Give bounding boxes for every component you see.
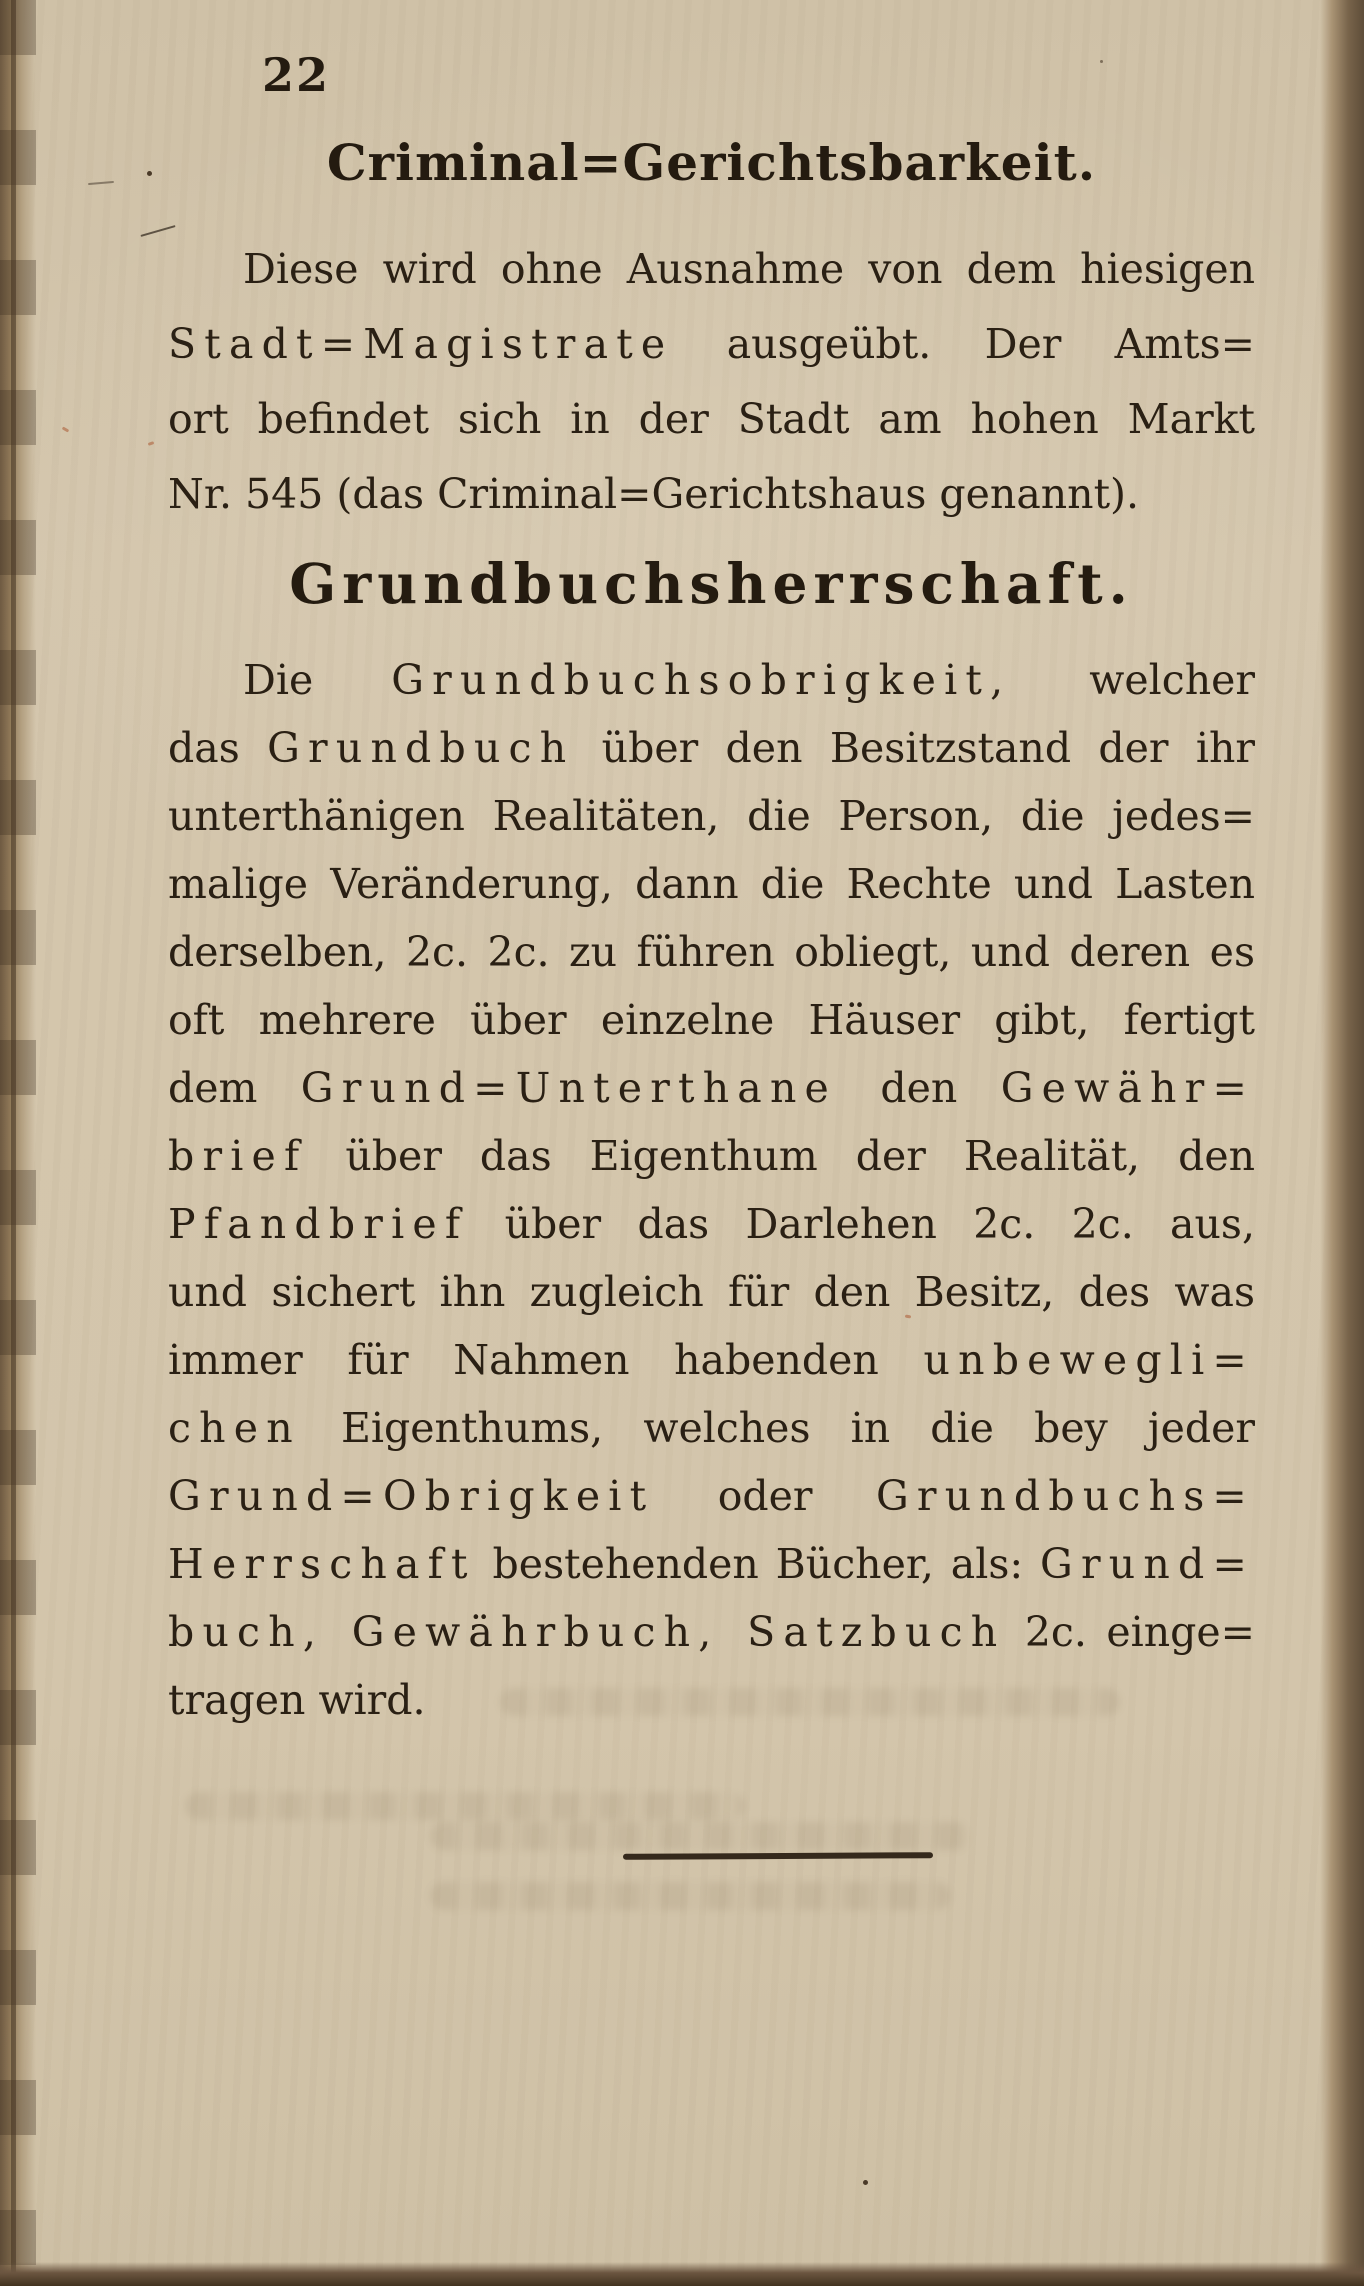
text-column bbox=[168, 0, 1255, 2286]
page-edge-right bbox=[1320, 0, 1364, 2286]
text-line bbox=[168, 307, 1255, 382]
text-line bbox=[168, 782, 1255, 850]
text-line bbox=[168, 714, 1255, 782]
text-segment: über das Darlehen 2c. 2c. aus, bbox=[468, 1200, 1255, 1248]
text-segment: Herrschaft bbox=[168, 1540, 476, 1588]
text-segment: immer für Nahmen habenden bbox=[168, 1336, 924, 1384]
text-segment: Grund= bbox=[1040, 1540, 1255, 1588]
text-segment: ort befindet sich in der Stadt am hohen Markt bbox=[168, 395, 1255, 443]
text-segment: tragen wird. bbox=[168, 1676, 426, 1724]
section-grundbuch-paragraph bbox=[168, 646, 1255, 1734]
text-segment: Grund=Obrigkeit bbox=[168, 1472, 655, 1520]
text-segment: Grundbuch bbox=[267, 724, 575, 772]
text-segment: ausgeübt. Der Amts= bbox=[673, 320, 1255, 368]
section-grundbuch-title: Grundbuchsherrschaft. bbox=[289, 551, 1134, 616]
section-criminal-paragraph bbox=[168, 232, 1255, 532]
text-line bbox=[168, 232, 1255, 307]
section-criminal-title: Criminal=Gerichtsbarkeit. bbox=[326, 133, 1097, 192]
section-divider-rule bbox=[623, 1852, 933, 1860]
text-segment: Grundbuchsobrigkeit, bbox=[391, 656, 1012, 704]
text-segment: über das Eigenthum der Realität, den bbox=[307, 1132, 1255, 1180]
text-line bbox=[168, 1462, 1255, 1530]
text-line bbox=[168, 1054, 1255, 1122]
ink-hair-mark bbox=[88, 181, 114, 185]
text-line bbox=[168, 918, 1255, 986]
text-segment: Gewähr= bbox=[1000, 1064, 1256, 1112]
text-segment: Nr. 545 (das Criminal=Gerichtshaus genannt). bbox=[168, 470, 1140, 518]
text-segment: chen bbox=[168, 1404, 301, 1452]
text-segment: Pfandbrief bbox=[168, 1200, 469, 1248]
text-segment: das bbox=[168, 724, 268, 772]
text-segment: bestehenden Bücher, als: bbox=[475, 1540, 1041, 1588]
text-line bbox=[168, 1122, 1255, 1190]
text-line bbox=[168, 986, 1255, 1054]
text-segment: Grund=Unterthane bbox=[300, 1064, 838, 1112]
text-segment: malige Veränderung, dann die Rechte und Lasten bbox=[168, 860, 1255, 908]
text-line bbox=[168, 382, 1255, 457]
text-line bbox=[168, 1598, 1255, 1666]
red-fiber bbox=[148, 441, 155, 446]
binding-edge-left bbox=[0, 0, 36, 2286]
text-segment: Grundbuchs= bbox=[875, 1472, 1255, 1520]
text-segment: Die bbox=[243, 656, 392, 704]
text-segment: buch, Gewährbuch, Satzbuch bbox=[168, 1608, 1006, 1656]
paper-speck bbox=[147, 171, 152, 176]
text-line bbox=[168, 1258, 1255, 1326]
text-segment: welcher bbox=[1011, 656, 1256, 704]
red-fiber bbox=[62, 426, 70, 432]
text-line bbox=[168, 1666, 1255, 1734]
text-segment: und sichert ihn zugleich für den Besitz, des was bbox=[168, 1268, 1255, 1316]
text-segment: dem bbox=[168, 1064, 301, 1112]
text-segment: unbewegli= bbox=[923, 1336, 1255, 1384]
text-segment: derselben, 2c. 2c. zu führen obliegt, und deren es bbox=[168, 928, 1255, 976]
page-number: 22 bbox=[262, 48, 331, 102]
text-segment: oder bbox=[654, 1472, 876, 1520]
text-line bbox=[168, 1326, 1255, 1394]
text-line bbox=[168, 1394, 1255, 1462]
text-line bbox=[168, 646, 1255, 714]
text-segment: brief bbox=[168, 1132, 308, 1180]
text-segment: Eigenthums, welches in die bey jeder bbox=[300, 1404, 1255, 1452]
text-segment: Stadt=Magistrate bbox=[168, 320, 674, 368]
text-segment: 2c. einge= bbox=[1005, 1608, 1256, 1656]
text-line bbox=[168, 1190, 1255, 1258]
text-segment: den bbox=[837, 1064, 1001, 1112]
text-segment: unterthänigen Realitäten, die Person, die jedes= bbox=[168, 792, 1255, 840]
text-line bbox=[168, 1530, 1255, 1598]
text-segment: über den Besitzstand der ihr bbox=[574, 724, 1255, 772]
text-line bbox=[168, 850, 1255, 918]
text-line bbox=[168, 457, 1255, 532]
text-segment: Diese wird ohne Ausnahme von dem hiesigen bbox=[243, 245, 1255, 293]
text-segment: oft mehrere über einzelne Häuser gibt, fertigt bbox=[168, 996, 1255, 1044]
